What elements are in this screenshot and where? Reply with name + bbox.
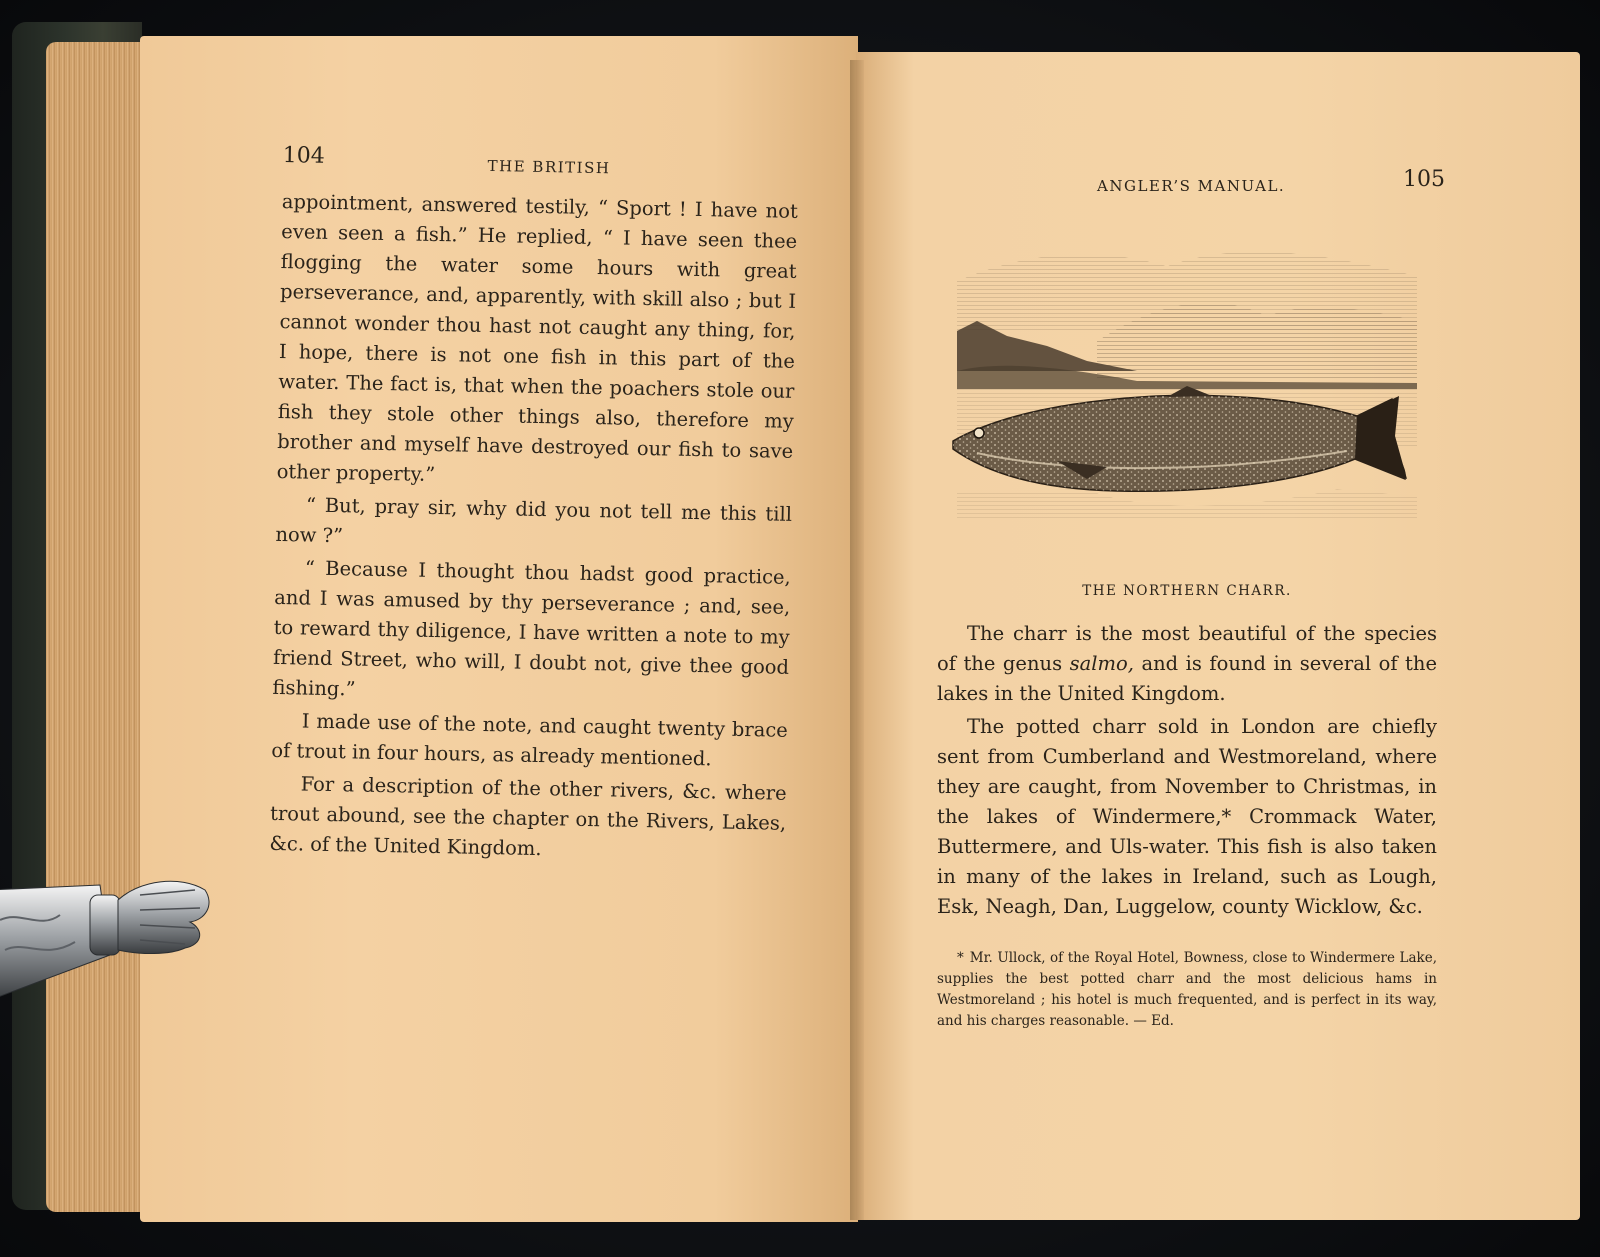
charr-engraving [937, 221, 1437, 533]
footnote-mark: * [957, 950, 964, 966]
right-page [856, 52, 1580, 1220]
fish-eye [974, 428, 984, 438]
silver-hand-bookmark [0, 860, 220, 1000]
right-paragraph-2: The potted charr sold in London are chiefly sent from Cumberland and Westmoreland, where they are caught, from November to Christmas, in the lakes of Windermere,* Crommack Water, Buttermere, and Uls-water. This fish is also taken in many of the lakes in Ireland, such as Lough, Esk, Neagh, Dan, Luggelow, county Wicklow, &c. [937, 715, 1437, 918]
left-body-text [269, 187, 798, 869]
left-running-title: THE BRITISH [487, 156, 611, 178]
lake-bed [957, 489, 1417, 521]
left-paragraph-2: “ But, pray sir, why did you not tell me this till now ?” [275, 493, 793, 548]
left-page-number: 104 [282, 143, 325, 169]
right-paragraph-1-end: and is found in several of the lakes in the United Kingdom. [937, 652, 1437, 705]
left-page [140, 36, 858, 1222]
right-page-number: 105 [1403, 167, 1445, 192]
footnote [937, 948, 1437, 1032]
bookmark-cuff [90, 895, 120, 955]
left-paragraph-3: “ Because I thought thou hadst good practice, and I was amused by thy perseverance ; and, see, to reward thy diligence, I have written a note to my friend Street, who will, I doubt not, give thee good fishing.” [272, 556, 791, 701]
left-page-content [269, 143, 799, 869]
genus-name-italic: salmo, [1069, 652, 1134, 675]
right-paragraph-1 [937, 619, 1437, 709]
page-edges [46, 42, 150, 1212]
right-running-title: ANGLER’S MANUAL. [1097, 177, 1286, 195]
right-page-content [937, 167, 1445, 1032]
right-body-text [937, 619, 1437, 922]
right-paragraph-1-start: The charr is the most beautiful of the species of the genus [937, 622, 1437, 675]
left-paragraph-1: appointment, answered testily, “ Sport ! I have not even seen a fish.” He replied, “ I have seen thee flogging the water some hours with great perseverance, and, apparently, with skill also ; but I cannot wonder thou hast not caught any thing, for, I hope, there is not one fish in this part of the water. The fact is, that when the poachers stole our fish they stole other things also, therefore my brother and myself have destroyed our fish to save other property.” [276, 189, 799, 486]
left-paragraph-5: For a description of the other rivers, &c. where trout abound, see the chapter on the Rivers, Lakes, &c. of the United Kingdom. [269, 772, 787, 861]
right-header [937, 167, 1445, 211]
left-paragraph-4: I made use of the note, and caught twenty brace of trout in four hours, as already mentioned. [271, 709, 789, 771]
footnote-text: Mr. Ullock, of the Royal Hotel, Bowness, close to Windermere Lake, supplies the best potted charr and the most delicious hams in Westmoreland ; his hotel is much frequented, and is perfect in its way, and his charges reasonable. — Ed. [937, 950, 1437, 1029]
book-gutter [850, 60, 864, 1220]
figure-caption: THE NORTHERN CHARR. [1082, 583, 1292, 599]
fish-illustration [937, 221, 1437, 533]
